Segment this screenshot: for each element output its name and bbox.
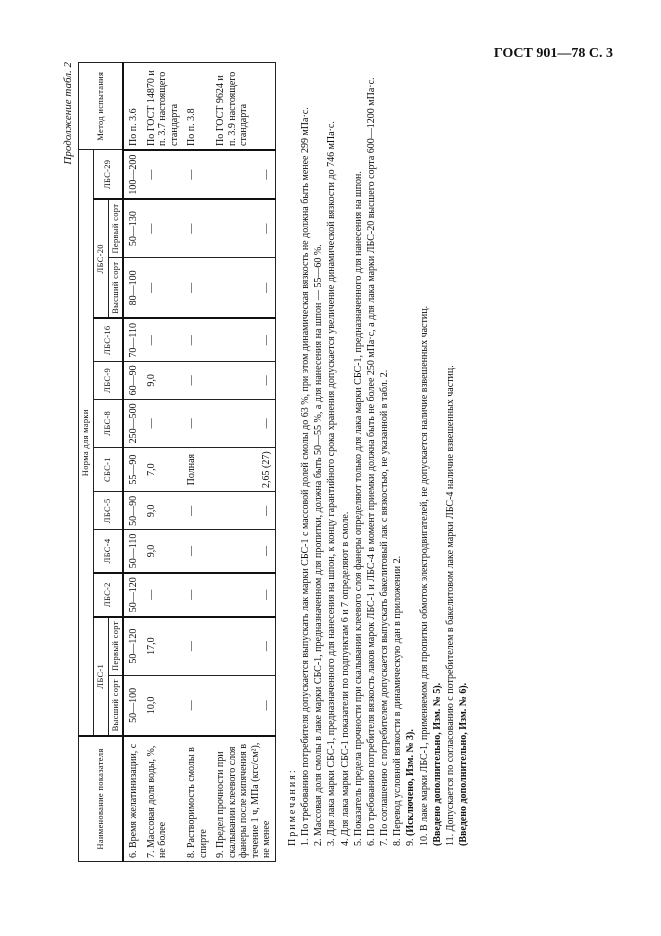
cell-lbs20-first: — xyxy=(211,199,275,257)
header-lbs9: ЛБС-9 xyxy=(93,362,123,400)
cell-sbs1: 55—90 xyxy=(123,447,142,492)
cell-lbs16: — xyxy=(182,319,211,362)
note-11-amendment: (Введено дополнительно, Изм. № 6). xyxy=(458,682,470,846)
cell-lbs2: — xyxy=(182,573,211,617)
table-continuation-label: Продолжение табл. 2 xyxy=(62,62,74,165)
note-1: 1. По требованию потребителя допускается выпускать лак марки СБС-1 с массовой долей смолы до 63 %, при этом динамическая вязкость не должна быть менее 299 мПа·с. xyxy=(299,107,311,846)
cell-lbs20-first: — xyxy=(142,199,183,257)
cell-lbs4: 50—110 xyxy=(123,530,142,573)
cell-lbs20-top: — xyxy=(142,258,183,319)
rotated-table-block xyxy=(62,62,622,862)
cell-lbs9: 60—90 xyxy=(123,362,142,400)
table-row xyxy=(142,63,183,862)
cell-method: По ГОСТ 9624 и п. 3.9 настоящего стандарта xyxy=(211,63,275,151)
cell-lbs2: 50—120 xyxy=(123,573,142,617)
specification-table xyxy=(78,62,276,862)
cell-lbs1-top: 50—100 xyxy=(123,675,142,736)
note-5: 5. Показатель предела прочности при скалывании клеевого слоя фанеры определяют только для лака марки СБС-1, предназначенного для нанесения на шпон. xyxy=(352,171,364,846)
header-lbs1-top-grade: Высший сорт xyxy=(108,675,123,736)
cell-sbs1: 7,0 xyxy=(142,447,183,492)
header-lbs2: ЛБС-2 xyxy=(93,573,123,617)
cell-lbs1-top: 10,0 xyxy=(142,675,183,736)
cell-method: По п. 3.6 xyxy=(123,63,142,151)
cell-lbs29: — xyxy=(142,150,183,199)
header-sbs1: СБС-1 xyxy=(93,447,123,492)
cell-lbs1-first: — xyxy=(182,617,211,675)
cell-lbs1-top: — xyxy=(211,675,275,736)
note-10: 10. В лаке марки ЛБС-1, применяемом для пропитки обмоток электродвигателей, не допускается наличие взвешенных частиц. xyxy=(418,305,430,846)
cell-lbs29: — xyxy=(182,150,211,199)
cell-lbs5: — xyxy=(211,492,275,530)
cell-lbs1-first: 50—120 xyxy=(123,617,142,675)
cell-lbs2: — xyxy=(211,573,275,617)
note-10-amendment: (Введено дополнительно, Изм. № 5). xyxy=(431,682,443,846)
row-name: 6. Время желатинизации, с xyxy=(123,736,142,862)
note-9-number: 9. xyxy=(405,838,417,846)
note-7: 7. По соглашению с потребителем допускается выпускать бакелитовый лак с вязкостью, не указанной в табл. 2. xyxy=(379,369,391,846)
cell-sbs1: Полная xyxy=(182,447,211,492)
note-9 xyxy=(404,62,417,862)
note-4: 4. Для лака марки СБС-1 показатели по подпунктам 6 и 7 определяют в смоле. xyxy=(339,511,351,846)
table-row xyxy=(211,63,275,862)
header-lbs20: ЛБС-20 xyxy=(93,199,108,318)
cell-lbs9: 9,0 xyxy=(142,362,183,400)
notes-title: Примечания: xyxy=(286,768,298,846)
row-name: 9. Предел прочности при скалывании клеевого слоя фанеры после кипячения в течение 1 ч, МПа (кгс/см²), не менее xyxy=(211,736,275,862)
table-row xyxy=(182,63,211,862)
cell-lbs4: — xyxy=(182,530,211,573)
cell-lbs5: 9,0 xyxy=(142,492,183,530)
cell-lbs16: 70—110 xyxy=(123,319,142,362)
header-lbs1-first-grade: Первый сорт xyxy=(108,617,123,675)
cell-lbs8: — xyxy=(142,399,183,447)
cell-lbs9: — xyxy=(182,362,211,400)
cell-lbs16: — xyxy=(142,319,183,362)
header-lbs29: ЛБС-29 xyxy=(93,150,123,199)
page-header: ГОСТ 901—78 С. 3 xyxy=(493,46,613,61)
header-lbs5: ЛБС-5 xyxy=(93,492,123,530)
cell-lbs29: 100—200 xyxy=(123,150,142,199)
note-8: 8. Перевод условной вязкости в динамическую дан в приложении 2. xyxy=(392,555,404,846)
note-3: 3. Для лака марки СБС-1, предназначенного для нанесения на шпон, к концу гарантийного срока хранения допускается увеличение динамической вязкости до 746 мПа·с. xyxy=(326,121,338,846)
header-indicator: Наименование показателя xyxy=(79,736,124,862)
cell-lbs1-first: 17,0 xyxy=(142,617,183,675)
cell-lbs8: — xyxy=(211,399,275,447)
note-11: 11. Допускается по согласованию с потребителем в бакелитовом лаке марки ЛБС-4 наличие взвешенных частиц. xyxy=(445,365,457,846)
cell-lbs1-first: — xyxy=(211,617,275,675)
cell-lbs16: — xyxy=(211,319,275,362)
note-6: 6. По требованию потребителя вязкость лаков марок ЛБС-1 и ЛБС-4 в момент приемки должна быть не более 250 мПа·с, а для лака марки ЛБС-20 высшего сорта 600—1200 мПа·с. xyxy=(365,77,377,846)
cell-lbs8: 250—500 xyxy=(123,399,142,447)
cell-method: По ГОСТ 14870 и п. 3.7 настоящего стандарта xyxy=(142,63,183,151)
header-method: Метод испытания xyxy=(79,63,124,151)
cell-lbs4: 9,0 xyxy=(142,530,183,573)
cell-lbs20-first: — xyxy=(182,199,211,257)
cell-lbs20-top: — xyxy=(182,258,211,319)
header-lbs1: ЛБС-1 xyxy=(93,617,108,736)
cell-sbs1: 2,65 (27) xyxy=(211,447,275,492)
table-row xyxy=(123,63,142,862)
cell-lbs5: — xyxy=(182,492,211,530)
header-lbs20-top-grade: Высший сорт xyxy=(108,258,123,319)
header-lbs8: ЛБС-8 xyxy=(93,399,123,447)
cell-lbs8: — xyxy=(182,399,211,447)
cell-lbs20-top: 80—100 xyxy=(123,258,142,319)
header-lbs4: ЛБС-4 xyxy=(93,530,123,573)
cell-lbs20-first: 50—130 xyxy=(123,199,142,257)
cell-lbs4: — xyxy=(211,530,275,573)
row-name: 7. Массовая доля воды, %, не более xyxy=(142,736,183,862)
note-2: 2. Массовая доля смолы в лаке марки СБС-1, предназначенном для пропитки, должна быть 50—55 %, а для нанесения на шпон — 55—60 %. xyxy=(313,244,325,846)
cell-lbs5: 50—90 xyxy=(123,492,142,530)
cell-lbs20-top: — xyxy=(211,258,275,319)
header-lbs16: ЛБС-16 xyxy=(93,319,123,362)
notes-section xyxy=(286,62,471,862)
header-lbs20-first-grade: Первый сорт xyxy=(108,199,123,257)
row-name: 8. Растворимость смолы в спирте xyxy=(182,736,211,862)
cell-lbs29: — xyxy=(211,150,275,199)
cell-lbs9: — xyxy=(211,362,275,400)
cell-method: По п. 3.8 xyxy=(182,63,211,151)
note-9-status: (Исключено, Изм. № 3). xyxy=(405,729,417,836)
cell-lbs2: — xyxy=(142,573,183,617)
cell-lbs1-top: — xyxy=(182,675,211,736)
header-norm-group: Норма для марки xyxy=(79,150,94,736)
